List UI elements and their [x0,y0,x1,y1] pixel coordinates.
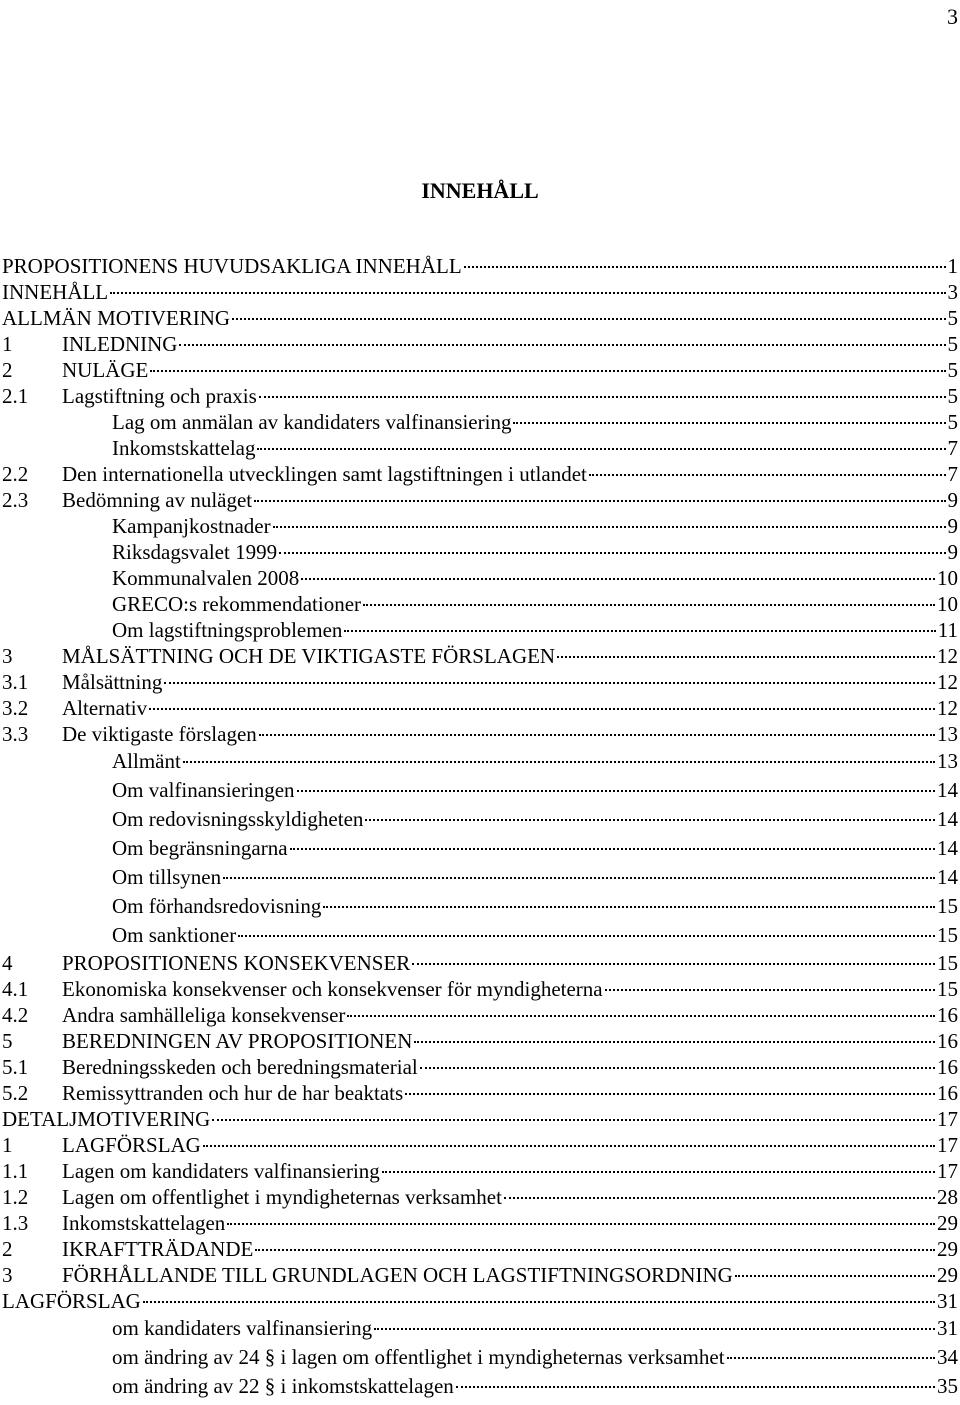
toc-entry-label: LAGFÖRSLAG [62,1133,201,1157]
toc-entry-label: Lagen om offentlighet i myndigheternas verksamhet [62,1185,502,1209]
toc-entry[interactable] [2,1028,958,1054]
toc-entry-label: Den internationella utvecklingen samt lagstiftningen i utlandet [62,462,587,486]
toc-entry-page: 16 [937,1055,958,1079]
dot-leader [179,344,945,346]
toc-entry-page: 7 [947,462,958,486]
toc-entry-page: 15 [937,951,958,975]
toc-entry-number: 3 [2,1263,13,1287]
toc-entry-page: 5 [947,358,958,382]
toc-entry[interactable] [2,776,958,805]
toc-entry-label: Om förhandsredovisning [112,894,322,918]
toc-entry[interactable] [2,1236,958,1262]
dot-leader [149,708,935,710]
toc-entry-label: Lagstiftning och praxis [62,384,257,408]
dot-leader [382,1171,935,1173]
toc-entry-label: Allmänt [112,749,181,773]
toc-entry-number: 2.1 [2,384,29,408]
toc-entry[interactable] [2,1132,958,1158]
dot-leader [735,1275,935,1277]
toc-entry-number: 1 [2,332,13,356]
toc-entry-page: 16 [937,1081,958,1105]
toc-entry-page: 29 [937,1237,958,1261]
toc-entry-page: 16 [937,1029,958,1053]
dot-leader [279,552,945,554]
toc-entry-label: Inkomstskattelag [112,436,256,460]
dot-leader [259,396,946,398]
toc-entry[interactable] [2,695,958,721]
dot-leader [513,422,945,424]
toc-entry[interactable] [2,976,958,1002]
dot-leader [203,1145,935,1147]
toc-entry-label: GRECO:s rekommendationer [112,592,362,616]
toc-entry-page: 13 [937,722,958,746]
toc-entry[interactable] [2,461,958,487]
toc-entry-page: 35 [937,1374,958,1398]
toc-entry-label: Alternativ [62,696,148,720]
toc-entry-label: NULÄGE [62,358,149,382]
dot-leader [456,1386,935,1388]
toc-entry-page: 9 [947,514,958,538]
toc-entry-number: 4.1 [2,977,29,1001]
toc-entry-page: 5 [947,384,958,408]
toc-entry-label: Målsättning [62,670,163,694]
toc-entry-number: 4.2 [2,1003,29,1027]
toc-entry[interactable] [2,1372,958,1401]
toc-entry-label: De viktigaste förslagen [62,722,257,746]
toc-entry[interactable] [2,487,958,513]
toc-entry[interactable] [2,617,958,643]
toc-entry-label: Lag om anmälan av kandidaters valfinansiering [112,410,512,434]
dot-leader [589,474,946,476]
toc-entry-page: 34 [937,1345,958,1369]
toc-entry-number: 3.3 [2,722,29,746]
toc-entry-label: INNEHÅLL [2,280,109,304]
dot-leader [143,1301,935,1303]
toc-entry-page: 31 [937,1289,958,1313]
toc-entry-page: 3 [947,280,958,304]
toc-entry-label: Om valfinansieringen [112,778,295,802]
toc-entry-number: 2 [2,358,13,382]
toc-entry-label: Kampanjkostnader [112,514,271,538]
toc-entry[interactable] [2,591,958,617]
toc-entry[interactable] [2,834,958,863]
dot-leader [301,578,935,580]
toc-entry-page: 10 [937,566,958,590]
page-number: 3 [947,4,958,29]
toc-entry[interactable] [2,1210,958,1236]
dot-leader [150,370,945,372]
toc-entry-label: DETALJMOTIVERING [2,1107,211,1131]
toc-entry[interactable] [2,409,958,435]
toc-entry-number: 3 [2,644,13,668]
toc-entry[interactable] [2,331,958,357]
toc-entry-number: 1.2 [2,1185,29,1209]
toc-entry-label: Beredningsskeden och beredningsmaterial [62,1055,418,1079]
toc-entry[interactable] [2,643,958,669]
toc-entry-number: 5.1 [2,1055,29,1079]
toc-entry-page: 29 [937,1211,958,1235]
toc-entry-page: 16 [937,1003,958,1027]
toc-entry-number: 1.3 [2,1211,29,1235]
dot-leader [273,526,946,528]
toc-entry-label: Kommunalvalen 2008 [112,566,300,590]
dot-leader [412,963,935,965]
toc-entry[interactable] [2,721,958,747]
toc-entry[interactable] [2,921,958,950]
toc-entry[interactable] [2,1002,958,1028]
toc-entry-label: LAGFÖRSLAG [2,1289,141,1313]
toc-entry-number: 4 [2,951,13,975]
dot-leader [254,500,945,502]
dot-leader [363,604,935,606]
toc-entry-page: 10 [937,592,958,616]
toc-entry-label: PROPOSITIONENS KONSEKVENSER [62,951,411,975]
toc-entry-page: 15 [937,894,958,918]
toc-entry-label: BEREDNINGEN AV PROPOSITIONEN [62,1029,413,1053]
toc-entry-page: 9 [947,540,958,564]
dot-leader [259,734,935,736]
toc-entry[interactable] [2,279,958,305]
toc-entry-page: 15 [937,923,958,947]
toc-entry-page: 7 [947,436,958,460]
table-of-contents [2,253,958,1401]
dot-leader [605,989,935,991]
toc-entry-number: 1.1 [2,1159,29,1183]
toc-entry-page: 5 [947,332,958,356]
dot-leader [238,935,935,937]
toc-entry-label: INLEDNING [62,332,178,356]
dot-leader [727,1357,935,1359]
toc-entry-label: Om sanktioner [112,923,237,947]
toc-entry-page: 1 [947,254,958,278]
toc-entry-number: 5 [2,1029,13,1053]
dot-leader [344,630,935,632]
toc-entry-label: IKRAFTTRÄDANDE [62,1237,254,1261]
dot-leader [227,1223,935,1225]
toc-entry-number: 1 [2,1133,13,1157]
toc-entry[interactable] [2,1054,958,1080]
dot-leader [290,848,935,850]
toc-entry[interactable] [2,1184,958,1210]
toc-entry-page: 28 [937,1185,958,1209]
toc-entry-page: 15 [937,977,958,1001]
dot-leader [374,1328,935,1330]
toc-entry-page: 11 [937,618,958,642]
toc-entry-number: 2 [2,1237,13,1261]
toc-entry[interactable] [2,357,958,383]
toc-entry-number: 2.2 [2,462,29,486]
toc-entry-page: 17 [937,1159,958,1183]
dot-leader [297,790,935,792]
toc-entry-label: Bedömning av nuläget [62,488,253,512]
dot-leader [232,318,945,320]
toc-entry-page: 5 [947,306,958,330]
dot-leader [323,906,935,908]
toc-entry[interactable] [2,1288,958,1314]
toc-entry-page: 31 [937,1316,958,1340]
toc-entry[interactable] [2,892,958,921]
dot-leader [110,292,945,294]
toc-entry[interactable] [2,1343,958,1372]
toc-entry[interactable] [2,513,958,539]
toc-entry-label: Lagen om kandidaters valfinansiering [62,1159,380,1183]
toc-entry-page: 17 [937,1133,958,1157]
dot-leader [414,1041,935,1043]
toc-entry-label: Om begränsningarna [112,836,288,860]
toc-entry-number: 2.3 [2,488,29,512]
toc-entry[interactable] [2,863,958,892]
toc-entry[interactable] [2,805,958,834]
toc-entry-page: 14 [937,807,958,831]
toc-entry-page: 12 [937,670,958,694]
toc-entry-number: 3.1 [2,670,29,694]
dot-leader [420,1067,935,1069]
toc-entry[interactable] [2,253,958,279]
toc-entry-label: PROPOSITIONENS HUVUDSAKLIGA INNEHÅLL [2,254,462,278]
toc-entry-number: 3.2 [2,696,29,720]
toc-entry[interactable] [2,1080,958,1106]
toc-entry-label: Remissyttranden och hur de har beaktats [62,1081,404,1105]
toc-entry-page: 5 [947,410,958,434]
toc-entry-label: Riksdagsvalet 1999 [112,540,278,564]
toc-entry-page: 14 [937,865,958,889]
toc-entry-label: ALLMÄN MOTIVERING [2,306,231,330]
toc-entry-number: 5.2 [2,1081,29,1105]
toc-entry-page: 14 [937,836,958,860]
toc-entry-page: 9 [947,488,958,512]
toc-entry[interactable] [2,1158,958,1184]
dot-leader [557,656,935,658]
dot-leader [164,682,935,684]
dot-leader [464,266,946,268]
dot-leader [255,1249,935,1251]
toc-entry-page: 12 [937,644,958,668]
dot-leader [365,819,935,821]
toc-entry[interactable] [2,747,958,776]
toc-entry-label: MÅLSÄTTNING OCH DE VIKTIGASTE FÖRSLAGEN [62,644,556,668]
dot-leader [223,877,935,879]
toc-entry-label: FÖRHÅLLANDE TILL GRUNDLAGEN OCH LAGSTIFTNINGSORDNING [62,1263,733,1287]
toc-entry-label: om ändring av 24 § i lagen om offentlighet i myndigheternas verksamhet [112,1345,725,1369]
dot-leader [504,1197,935,1199]
dot-leader [405,1093,935,1095]
toc-entry[interactable] [2,1262,958,1288]
toc-entry-label: Inkomstskattelagen [62,1211,226,1235]
toc-entry-page: 17 [937,1107,958,1131]
toc-entry-page: 13 [937,749,958,773]
toc-entry-label: Om tillsynen [112,865,222,889]
toc-entry-label: om ändring av 22 § i inkomstskattelagen [112,1374,454,1398]
dot-leader [347,1015,935,1017]
dot-leader [212,1119,935,1121]
toc-entry-label: Andra samhälleliga konsekvenser [62,1003,346,1027]
toc-entry-page: 14 [937,778,958,802]
toc-entry-label: om kandidaters valfinansiering [112,1316,373,1340]
toc-entry[interactable] [2,1314,958,1343]
toc-entry-page: 12 [937,696,958,720]
toc-entry[interactable] [2,383,958,409]
toc-entry[interactable] [2,669,958,695]
toc-entry-page: 29 [937,1263,958,1287]
dot-leader [257,448,945,450]
page-title: INNEHÅLL [421,178,539,203]
toc-entry[interactable] [2,1106,958,1132]
toc-entry[interactable] [2,539,958,565]
toc-entry[interactable] [2,305,958,331]
toc-entry[interactable] [2,950,958,976]
toc-entry-label: Om lagstiftningsproblemen [112,618,343,642]
toc-entry[interactable] [2,435,958,461]
toc-entry-label: Om redovisningsskyldigheten [112,807,364,831]
toc-entry[interactable] [2,565,958,591]
dot-leader [183,761,935,763]
toc-entry-label: Ekonomiska konsekvenser och konsekvenser för myndigheterna [62,977,603,1001]
